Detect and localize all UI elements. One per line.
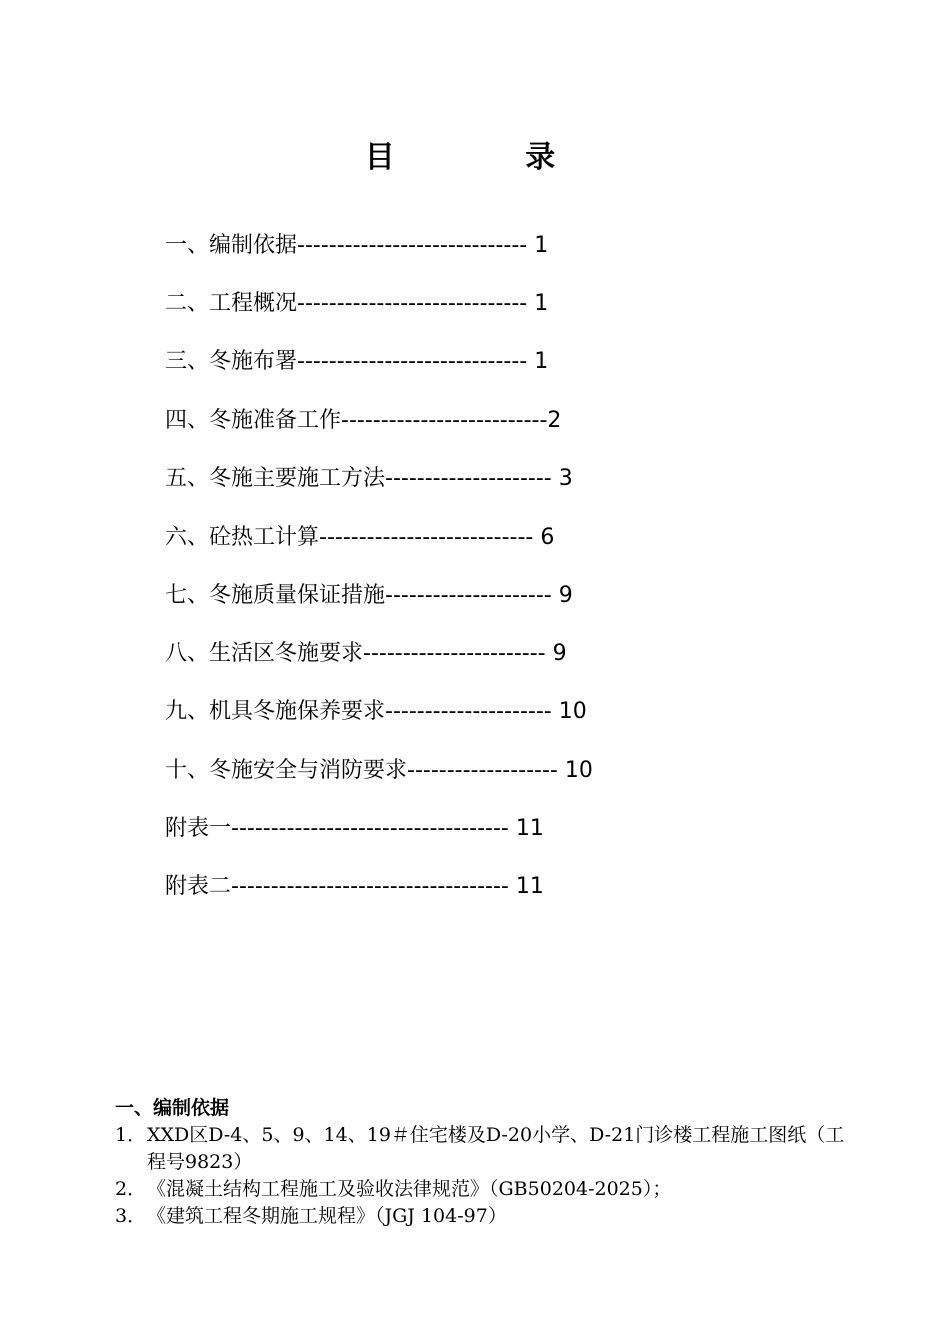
toc-entry[interactable] <box>165 756 720 786</box>
section-heading: 一、编制依据 <box>115 1097 230 1119</box>
toc-title: 目 录 <box>364 140 616 175</box>
toc-entry-label: 九、机具冬施保养要求--------------------- 10 <box>165 699 587 724</box>
toc-entry-label: 附表二----------------------------------- 11 <box>165 874 544 899</box>
section-compilation-basis <box>115 1094 855 1230</box>
toc-entry[interactable] <box>165 347 720 377</box>
toc-entry[interactable] <box>165 523 720 553</box>
toc-entry-label: 五、冬施主要施工方法--------------------- 3 <box>165 466 573 491</box>
list-item-number: 2． <box>115 1178 147 1200</box>
toc-entry-label: 七、冬施质量保证措施--------------------- 9 <box>165 583 573 608</box>
toc-entry-label: 四、冬施准备工作--------------------------2 <box>165 408 562 433</box>
toc-entry[interactable] <box>165 464 720 494</box>
toc-entry-label: 三、冬施布署----------------------------- 1 <box>165 349 549 374</box>
toc-entry[interactable] <box>165 231 720 261</box>
toc-entry[interactable] <box>165 697 720 727</box>
list-item <box>115 1122 855 1176</box>
toc-entry[interactable] <box>165 581 720 611</box>
list-item-text: 《建筑工程冬期施工规程》（JGJ 104-97） <box>147 1205 507 1227</box>
toc-entry[interactable] <box>165 289 720 319</box>
toc-entry[interactable] <box>165 814 720 844</box>
toc-entry-label: 十、冬施安全与消防要求------------------- 10 <box>165 758 593 783</box>
list-item-text: 《混凝土结构工程施工及验收法律规范》（GB50204-2025）； <box>147 1178 672 1200</box>
toc-entry-label: 二、工程概况----------------------------- 1 <box>165 291 549 316</box>
toc-entry-label: 八、生活区冬施要求----------------------- 9 <box>165 641 567 666</box>
list-item <box>115 1176 855 1203</box>
list-item-text: XXD区D-4、5、9、14、19＃住宅楼及D-20小学、D-21门诊楼工程施工图纸（工程号9823） <box>147 1124 845 1173</box>
toc-entry[interactable] <box>165 406 720 436</box>
toc-entry-label: 一、编制依据----------------------------- 1 <box>165 233 549 258</box>
toc-entry[interactable] <box>165 872 720 902</box>
list-item <box>115 1203 855 1230</box>
toc-entry-label: 附表一----------------------------------- 11 <box>165 816 544 841</box>
toc-entry[interactable] <box>165 639 720 669</box>
list-item-number: 3． <box>115 1205 147 1227</box>
toc-entry-label: 六、砼热工计算--------------------------- 6 <box>165 525 555 550</box>
list-item-number: 1． <box>115 1124 147 1146</box>
